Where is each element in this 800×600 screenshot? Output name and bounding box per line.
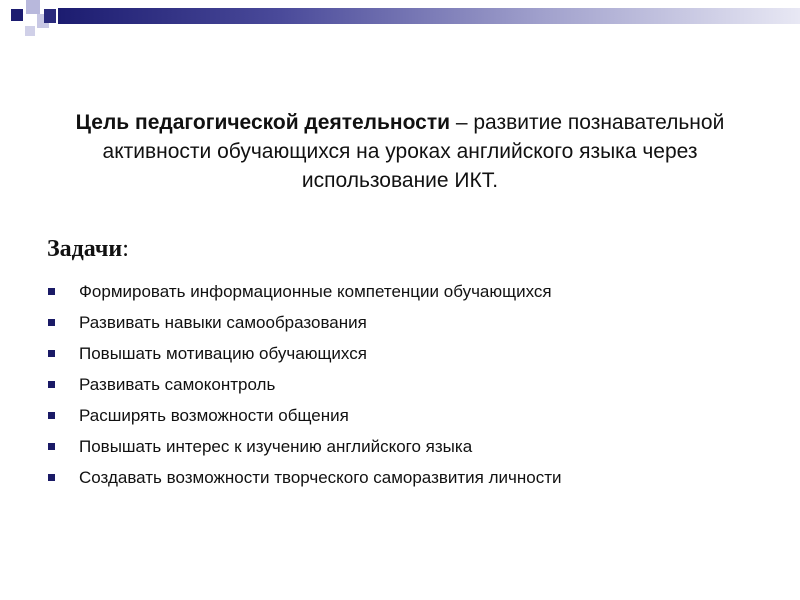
square-bullet-icon: [48, 381, 55, 388]
square-bullet-icon: [48, 412, 55, 419]
list-item: [47, 400, 767, 431]
task-text: Расширять возможности общения: [79, 406, 349, 425]
list-item: [47, 369, 767, 400]
square-bullet-icon: [48, 474, 55, 481]
list-item: [47, 431, 767, 462]
task-text: Повышать мотивацию обучающихся: [79, 344, 367, 363]
decor-square-light: [25, 26, 35, 36]
tasks-heading-label: Задачи: [47, 236, 123, 262]
task-text: Развивать навыки самообразования: [79, 313, 367, 332]
decor-square-light: [26, 0, 40, 14]
list-item: [47, 276, 767, 307]
title-gradient-band: [58, 8, 800, 24]
task-text: Повышать интерес к изучению английского языка: [79, 437, 473, 456]
goal-statement: [70, 108, 730, 195]
task-text: Создавать возможности творческого саморазвития личности: [79, 468, 562, 487]
square-bullet-icon: [48, 288, 55, 295]
title-decoration: [0, 0, 800, 30]
square-bullet-icon: [48, 350, 55, 357]
square-bullet-icon: [48, 319, 55, 326]
list-item: [47, 338, 767, 369]
goal-rest: – развитие познавательной активности обучающихся на уроках английского языка через использование ИКТ.: [102, 111, 725, 192]
task-text: Развивать самоконтроль: [79, 375, 276, 394]
task-text: Формировать информационные компетенции обучающихся: [79, 282, 552, 301]
tasks-heading: [47, 236, 129, 263]
task-list: [47, 276, 767, 493]
decor-square-dark: [11, 9, 23, 21]
tasks-heading-colon: :: [122, 236, 129, 262]
goal-bold-part: Цель педагогической деятельности: [75, 111, 451, 134]
square-bullet-icon: [48, 443, 55, 450]
list-item: [47, 462, 767, 493]
decor-square-dark: [44, 9, 56, 23]
list-item: [47, 307, 767, 338]
